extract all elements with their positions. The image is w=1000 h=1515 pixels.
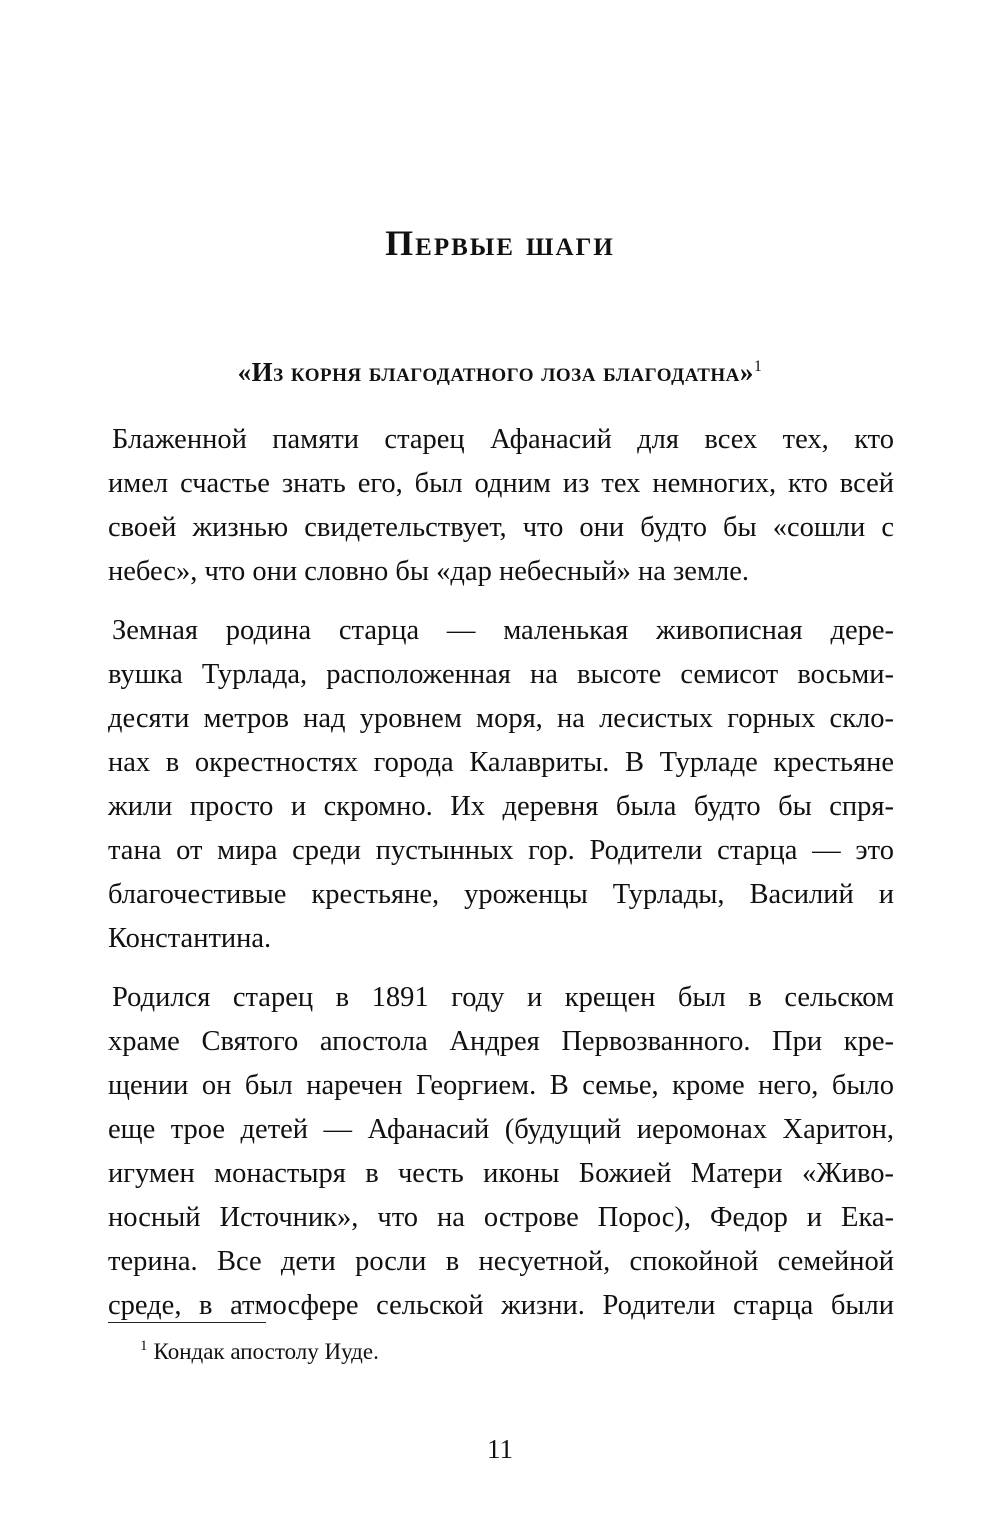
text-line: щении он был наречен Георгием. В семье, кроме него, было	[108, 1070, 894, 1101]
footnote-reference: 1	[753, 358, 763, 375]
text-line: жили просто и скромно. Их деревня была будто бы спря-	[108, 791, 894, 822]
footnote	[140, 1338, 379, 1366]
text-line: Земная родина старца — маленькая живописная дере-	[112, 615, 894, 646]
text-line: нах в окрестностях города Калавриты. В Турладе крестьяне	[108, 747, 894, 778]
paragraph-1	[108, 418, 894, 594]
text-line: Родился старец в 1891 году и крещен был в сельском	[112, 982, 894, 1013]
paragraph-3	[108, 976, 894, 1328]
text-line: еще трое детей — Афанасий (будущий иеромонах Харитон,	[108, 1114, 894, 1145]
footnote-divider	[108, 1322, 266, 1323]
text-line: имел счастье знать его, был одним из тех немногих, кто всей	[108, 468, 894, 499]
text-line: носный Источник», что на острове Порос), Федор и Ека-	[108, 1202, 894, 1233]
footnote-marker: 1	[140, 1338, 148, 1355]
page-number: 11	[487, 1434, 513, 1464]
text-line: терина. Все дети росли в несуетной, спокойной семейной	[108, 1246, 894, 1277]
text-line: тана от мира среди пустынных гор. Родители старца — это	[108, 835, 894, 866]
text-line: вушка Турлада, расположенная на высоте семисот восьми-	[108, 659, 894, 690]
paragraph-2	[108, 609, 894, 961]
text-line: Константина.	[108, 923, 272, 954]
footnote-text: Кондак апостолу Иуде.	[153, 1339, 379, 1364]
page-title: Первые шаги	[385, 223, 615, 263]
text-line: Блаженной памяти старец Афанасий для всех тех, кто	[112, 424, 894, 455]
section-heading	[0, 357, 1000, 388]
text-line: храме Святого апостола Андрея Первозванного. При кре-	[108, 1026, 894, 1057]
text-line: среде, в атмосфере сельской жизни. Родители старца были	[108, 1290, 894, 1321]
text-line: своей жизнью свидетельствует, что они будто бы «сошли с	[108, 512, 894, 543]
text-line: десяти метров над уровнем моря, на лесистых горных скло-	[108, 703, 894, 734]
text-line: небес», что они словно бы «дар небесный» на земле.	[108, 556, 749, 587]
text-line: благочестивые крестьяне, уроженцы Турлады, Василий и	[108, 879, 894, 910]
text-line: игумен монастыря в честь иконы Божией Матери «Живо-	[108, 1158, 894, 1189]
body-text	[108, 418, 894, 1343]
section-heading-text: «Из корня благодатного лоза благодатна»	[237, 357, 754, 387]
